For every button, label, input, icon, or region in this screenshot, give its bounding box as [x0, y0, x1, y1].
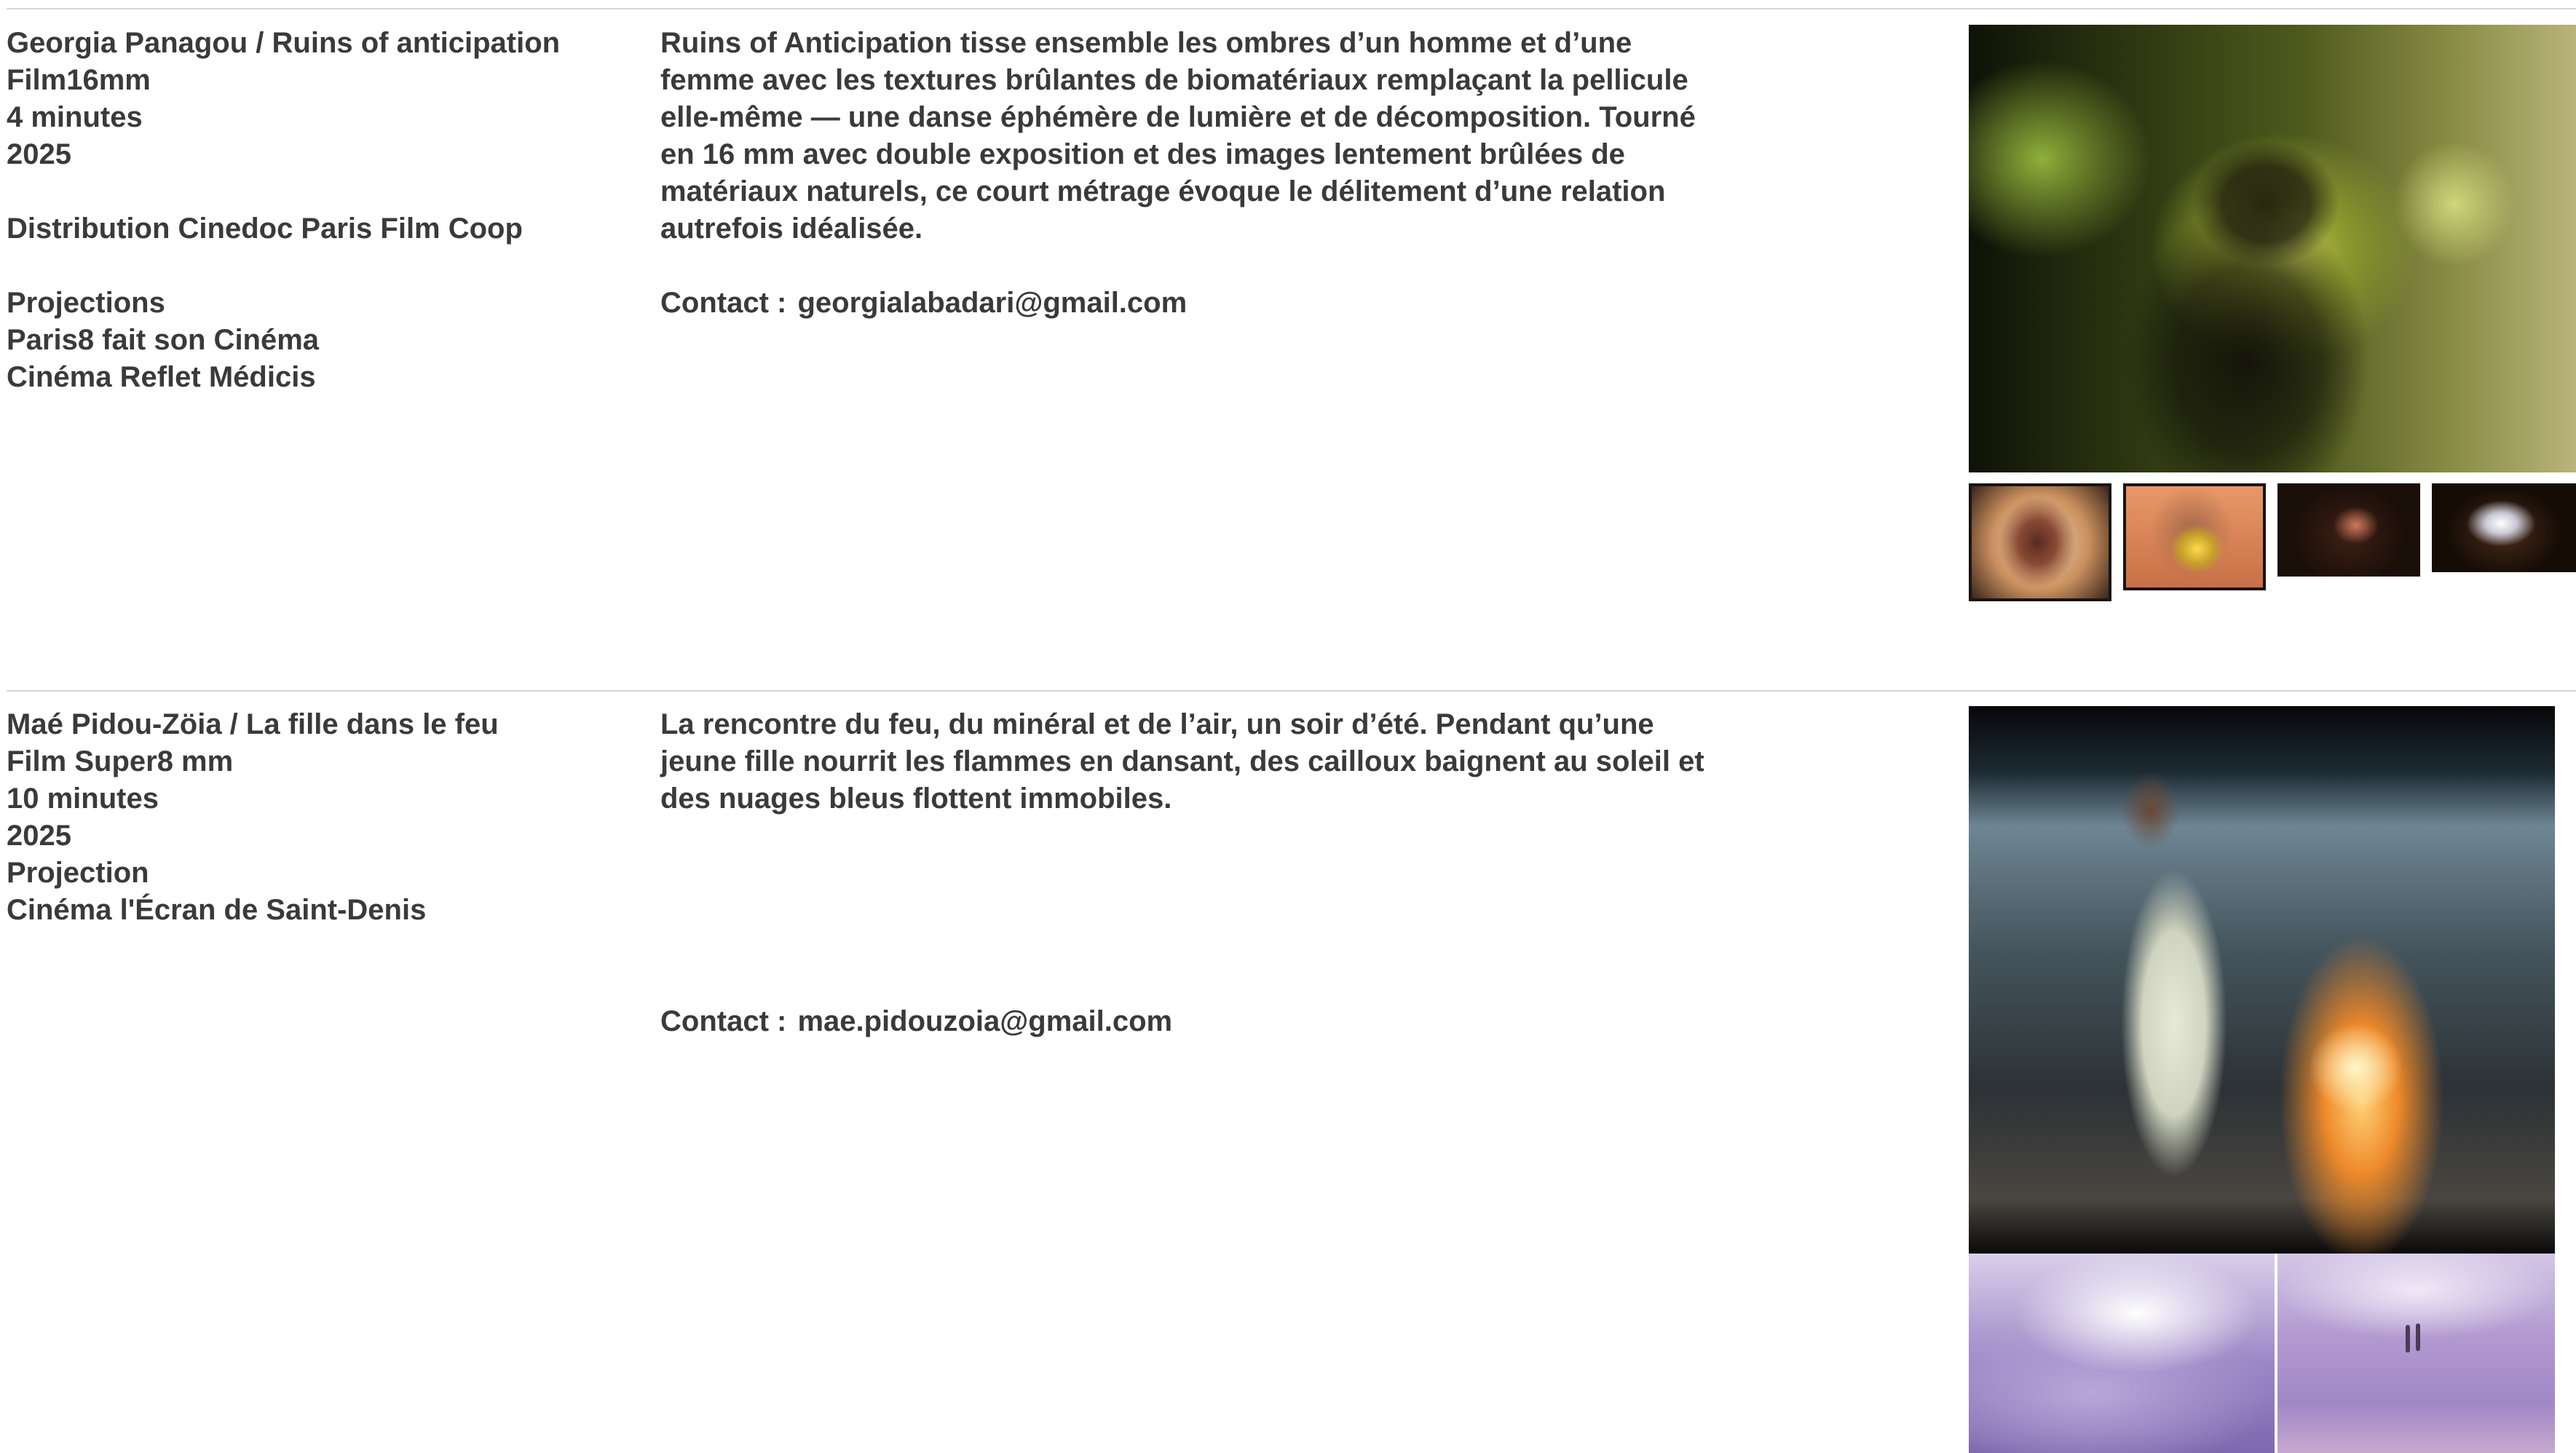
- film-projections-heading: Projections: [7, 287, 165, 319]
- film-year: 2025: [7, 820, 71, 852]
- film-description: [660, 25, 1723, 248]
- film-still-thumbnail[interactable]: [1969, 483, 2111, 601]
- film-format: Film Super8 mm: [7, 745, 234, 777]
- meta-spacer: [7, 248, 633, 285]
- contact-email-link[interactable]: georgialabadari@gmail.com: [797, 287, 1188, 319]
- contact-label: Contact :: [660, 1005, 787, 1037]
- film-duration: 4 minutes: [7, 101, 143, 133]
- film-still-thumbnail[interactable]: [2432, 483, 2576, 572]
- film-still-thumbnail[interactable]: [1969, 1254, 2275, 1453]
- film-description: [660, 706, 1723, 817]
- film-artist-title: Maé Pidou-Zöia / La fille dans le feu: [7, 708, 499, 740]
- film-still-thumbnail[interactable]: [2277, 1254, 2555, 1453]
- film-description-text: Ruins of Anticipation tisse ensemble les ombres d’un homme et d’une femme avec les textures brûlantes de biomatériaux remplaçant la pellicule elle-même — une danse éphémère de lumière et de décomposition. Tourné en 16 mm avec double exposition et des images lentement brûlées de matériaux naturels, ce court métrage évoque le délitement d’une relation autrefois idéalisée.: [660, 27, 1696, 245]
- film-meta: [7, 706, 633, 929]
- contact-label: Contact :: [660, 287, 787, 319]
- film-projection-venue: Cinéma l'Écran de Saint-Denis: [7, 894, 427, 926]
- film-artist-title: Georgia Panagou / Ruins of anticipation: [7, 27, 561, 59]
- film-distribution: Distribution Cinedoc Paris Film Coop: [7, 213, 523, 245]
- film-still-thumbnail[interactable]: [2277, 483, 2420, 577]
- swimmer-figure: [2416, 1323, 2420, 1351]
- film-projection-venue: Paris8 fait son Cinéma: [7, 324, 320, 356]
- film-projection-venue: Cinéma Reflet Médicis: [7, 361, 316, 393]
- film-meta: [7, 25, 633, 396]
- film-contact: [660, 285, 1187, 322]
- film-projections-heading: Projection: [7, 857, 149, 889]
- contact-email-link[interactable]: mae.pidouzoia@gmail.com: [797, 1005, 1173, 1037]
- film-duration: 10 minutes: [7, 783, 159, 815]
- film-format: Film16mm: [7, 64, 151, 96]
- meta-spacer: [7, 173, 633, 210]
- swimmer-figure: [2406, 1325, 2410, 1353]
- divider-entries: [7, 690, 2576, 692]
- film-still-main[interactable]: [1969, 25, 2576, 472]
- film-year: 2025: [7, 138, 71, 170]
- film-contact: [660, 1003, 1172, 1040]
- film-still-main[interactable]: [1969, 706, 2555, 1254]
- film-description-text: La rencontre du feu, du minéral et de l’air, un soir d’été. Pendant qu’une jeune fille nourrit les flammes en dansant, des cailloux baignent au soleil et des nuages bleus flottent immobiles.: [660, 708, 1704, 815]
- divider-top: [7, 8, 2576, 9]
- film-still-thumbnail[interactable]: [2123, 483, 2266, 590]
